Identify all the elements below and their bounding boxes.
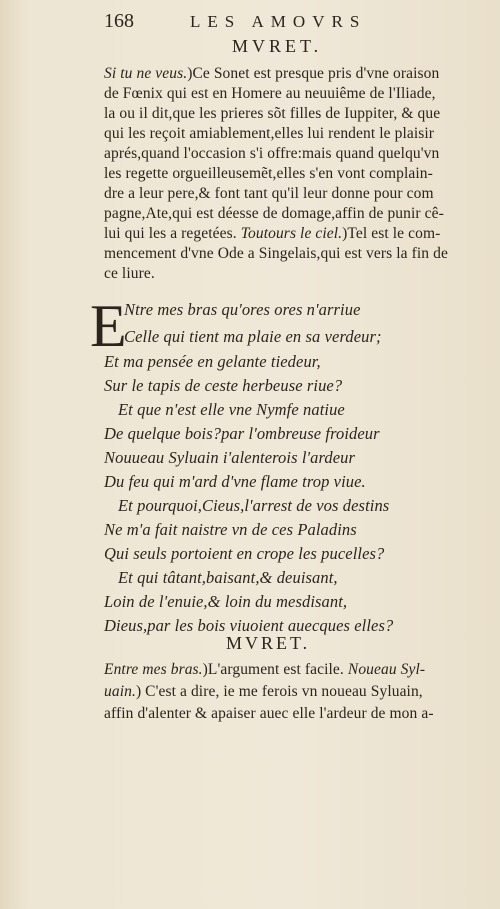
poem-line: Loin de l'enuie,& loin du mesdisant,: [104, 592, 348, 611]
commentary-lemma: Noueau Syl-: [347, 661, 426, 678]
poem-line: Dieus,par les bois viuoient auecques elles?: [104, 616, 394, 635]
poem-line: De quelque bois?par l'ombreuse froideur: [104, 424, 380, 443]
commentary-line: qui les reçoit amiablement,elles lui rendent le plaisir: [104, 125, 435, 142]
commentary-text: )L'argument est facile.: [202, 661, 344, 678]
poem-line: Sur le tapis de ceste herbeuse riue?: [104, 376, 343, 395]
poem-line: Du feu qui m'ard d'vne flame trop viue.: [104, 472, 366, 491]
commentary-lemma: Si tu ne veus.: [104, 65, 188, 82]
commentary-line: mencement d'vne Ode a Singelais,qui est vers la fin de: [104, 245, 448, 262]
poem-line: Et que n'est elle vne Nymfe natiue: [118, 400, 345, 419]
commentary-text: )Tel est le com-: [342, 225, 441, 242]
commentary-lemma: Toutours le ciel.: [240, 225, 343, 242]
commentary-line: de Fœnix qui est en Homere au neuuiême de l'Iliade,: [104, 85, 436, 102]
commentary-lemma: Entre mes bras.: [104, 661, 203, 678]
poem-line: Et qui tâtant,baisant,& deuisant,: [118, 568, 338, 587]
page-number: 168: [104, 10, 134, 32]
poem-line: Ne m'a fait naistre vn de ces Paladins: [104, 520, 357, 539]
commentary-line: la ou il dit,que les prieres sõt filles de Iuppiter, & que: [104, 105, 441, 122]
commentary-line: [104, 660, 425, 680]
commentary-text: ) C'est a dire, ie me ferois vn noueau Syluain,: [135, 683, 423, 700]
commentary-line: pagne,Ate,qui est déesse de domage,affin de punir cê-: [104, 205, 444, 222]
commentary-line: [104, 682, 423, 702]
commentary-line: ce liure.: [104, 265, 155, 282]
commentary-text: lui qui les a regetées.: [104, 225, 237, 242]
commentary-text: )Ce Sonet est presque pris d'vne oraison: [187, 65, 440, 82]
commentary-line: [104, 64, 439, 84]
running-title: LES AMOVRS: [190, 12, 367, 31]
commentary-line: les regette orgueilleusemẽt,elles s'en vont complain-: [104, 165, 433, 182]
poem-line: Et ma pensée en gelante tiedeur,: [104, 352, 321, 371]
poem-line: Celle qui tient ma plaie en sa verdeur;: [124, 327, 382, 346]
commentary-line: dre a leur pere,& font tant qu'il leur donne pour com: [104, 185, 434, 202]
commentary-lemma: uain.: [104, 683, 136, 700]
commentary-line: affin d'alenter & apaiser auec elle l'ardeur de mon a-: [104, 705, 434, 722]
section-author: MVRET.: [232, 36, 323, 56]
commentary-line: [104, 224, 440, 244]
poem-line: Qui seuls portoient en crope les pucelles?: [104, 544, 385, 563]
poem-line: Ntre mes bras qu'ores ores n'arriue: [124, 300, 361, 319]
poem-line: Nouueau Syluain i'alenterois l'ardeur: [104, 448, 356, 467]
commentary-line: aprés,quand l'occasion s'i offre:mais quand quelqu'vn: [104, 145, 440, 162]
poem-line: Et pourquoi,Cieus,l'arrest de vos destins: [118, 496, 390, 515]
drop-cap: E: [90, 293, 127, 359]
commentary-author: MVRET.: [226, 633, 311, 653]
